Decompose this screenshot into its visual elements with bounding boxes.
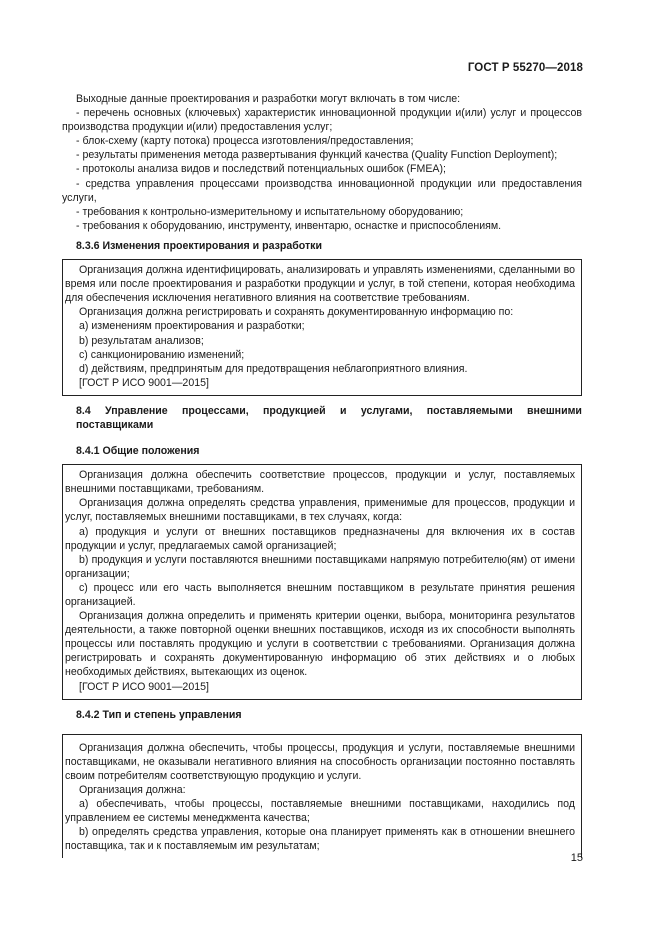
section-heading-8-4-line2: поставщиками: [76, 418, 154, 431]
paragraph: Организация должна обеспечить, чтобы процессы, продукция и услуги, поставляемые внешними поставщиками, не оказывали негативного влияния на способность организации постоянно поставлять своим потребителям соответствующую продукцию и услуги.: [65, 741, 575, 782]
list-item: b) определять средства управления, которые она планирует применять как в отношении внешнего поставщика, так и к поставляемым им результатам;: [65, 826, 575, 853]
list-item: c) процесс или его часть выполняется внешним поставщиком в результате принятия решения организацией.: [65, 581, 575, 608]
quote-box-8-4-2: [62, 734, 582, 858]
intro-line: - перечень основных (ключевых) характеристик инновационной продукции и(или) услуг и процессов производства продукции и(или) предоставления услуг;: [62, 107, 582, 134]
intro-line: - средства управления процессами производства инновационной продукции или предоставления услуги,: [62, 177, 582, 204]
section-heading-8-4-2: 8.4.2 Тип и степень управления: [76, 708, 242, 721]
heading-word: услугами,: [360, 404, 413, 417]
intro-section: [62, 92, 582, 233]
heading-word: 8.4: [76, 404, 91, 417]
quote-box-8-4-1: [62, 464, 582, 700]
paragraph: Организация должна идентифицировать, анализировать и управлять изменениями, сделанными во время или после проектирования и разработки продукции и услуг, в той степени, которая необходима для обеспечения исключения негативного влияния на соответствие требованиям.: [65, 264, 575, 305]
section-heading-8-4-1: 8.4.1 Общие положения: [76, 445, 200, 458]
source-reference: [ГОСТ Р ИСО 9001—2015]: [79, 376, 209, 389]
page-content: [62, 92, 582, 858]
list-item: d) действиям, предпринятым для предотвращения неблагоприятного влияния.: [79, 362, 468, 375]
heading-word: процессами,: [181, 404, 249, 417]
list-item: c) санкционированию изменений;: [79, 348, 245, 361]
quote-box-8-3-6: [62, 259, 582, 396]
heading-word: продукцией: [262, 404, 326, 417]
heading-word: и: [339, 404, 347, 417]
list-item: b) продукция и услуги поставляются внешними поставщиками напрямую потребителю(ям) от имени организации;: [65, 553, 575, 580]
intro-line: - результаты применения метода развертывания функций качества (Quality Function Deployment);: [76, 149, 558, 162]
paragraph: Организация должна определять средства управления, применимые для процессов, продукции и услуг, поставляемых внешними поставщиками, в тех случаях, когда:: [65, 497, 575, 524]
source-reference: [ГОСТ Р ИСО 9001—2015]: [79, 680, 209, 693]
intro-line: Выходные данные проектирования и разработки могут включать в том числе:: [76, 93, 461, 105]
heading-word: поставляемыми: [426, 404, 513, 417]
document-id: ГОСТ Р 55270—2018: [467, 62, 583, 74]
intro-line: - блок-схему (карту потока) процесса изготовления/предоставления;: [76, 135, 414, 148]
section-heading-8-3-6: 8.3.6 Изменения проектирования и разработки: [76, 239, 322, 252]
paragraph: Организация должна регистрировать и сохранять документированную информацию по:: [79, 306, 514, 319]
heading-word: внешними: [527, 404, 582, 417]
heading-word: Управление: [105, 404, 168, 417]
list-item: a) продукция и услуги от внешних поставщиков предназначены для включения их в состав продукции и услуг, предлагаемых самой организацией;: [65, 525, 575, 552]
list-item: b) результатам анализов;: [79, 334, 204, 347]
list-item: a) обеспечивать, чтобы процессы, поставляемые внешними поставщиками, находились под управлением ее системы менеджмента качества;: [65, 798, 575, 825]
paragraph: Организация должна:: [79, 784, 186, 797]
paragraph: Организация должна обеспечить соответствие процессов, продукции и услуг, поставляемых внешними поставщиками, требованиям.: [65, 469, 575, 496]
page-number: 15: [570, 852, 583, 864]
section-heading-8-4: [62, 404, 582, 418]
list-item: a) изменениям проектирования и разработки;: [79, 320, 305, 333]
intro-line: - требования к оборудованию, инструменту, инвентарю, оснастке и приспособлениям.: [76, 219, 502, 232]
intro-line: - требования к контрольно-измерительному и испытательному оборудованию;: [76, 205, 464, 218]
intro-line: - протоколы анализа видов и последствий потенциальных ошибок (FMEA);: [76, 163, 446, 176]
paragraph: Организация должна определить и применять критерии оценки, выбора, мониторинга результатов деятельности, а также повторной оценки внешних поставщиков, исходя из их способности выполнять процессы или поставлять продукцию и услуги в соответствии с требованиями. Организация должна регистрировать и сохранять документированную информацию об этих действиях и о любых необходимых действиях, вытекающих из оценок.: [65, 610, 575, 679]
